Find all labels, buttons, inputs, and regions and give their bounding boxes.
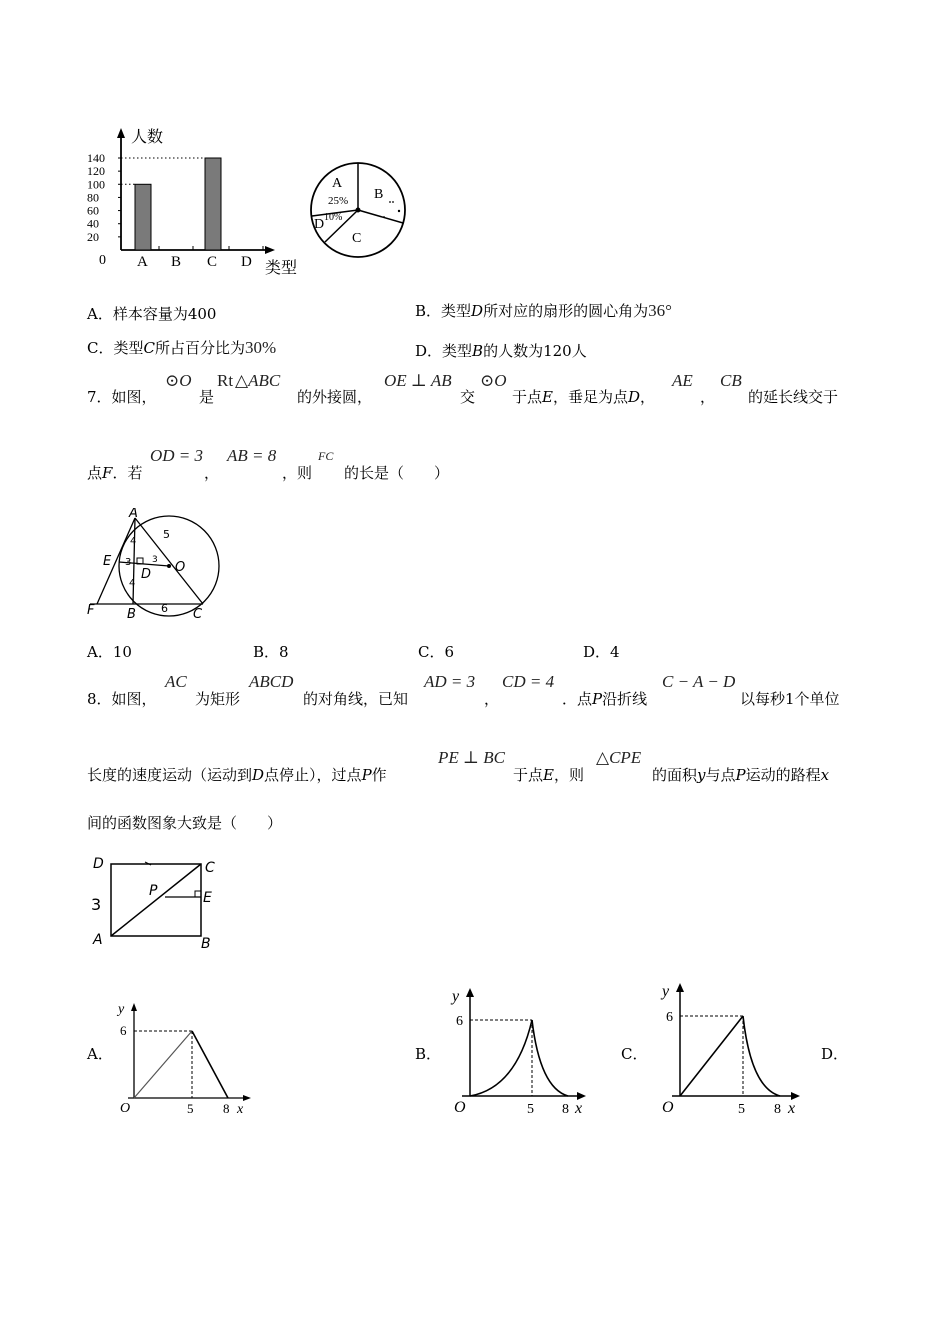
q7-option-d[interactable]: D．4 (583, 643, 620, 661)
svg-text:8: 8 (223, 1101, 230, 1116)
graph-a (110, 1000, 260, 1125)
svg-text:3: 3 (152, 555, 158, 565)
bar-A (135, 184, 151, 250)
label-o: O (175, 560, 186, 575)
pie-label-a: A (332, 176, 343, 191)
bar-C (205, 158, 221, 250)
q7-option-b[interactable]: B．8 (253, 643, 289, 661)
y-axis-arrow (117, 128, 125, 138)
q7-figure (85, 508, 235, 623)
q7-option-a[interactable]: A．10 (87, 643, 132, 661)
x-category-A: A (137, 254, 148, 270)
svg-text:5: 5 (187, 1101, 194, 1116)
y-tick-label: 40 (87, 216, 99, 231)
svg-text:x: x (237, 1102, 244, 1117)
svg-text:8: 8 (774, 1102, 781, 1117)
label-c: C (193, 607, 203, 622)
svg-text:4: 4 (130, 536, 137, 547)
svg-text:P: P (149, 883, 158, 899)
pie-chart (308, 160, 428, 270)
svg-text:y: y (452, 988, 460, 1005)
label-b: B (127, 607, 136, 622)
svg-text:5: 5 (738, 1102, 745, 1117)
svg-text:O: O (120, 1101, 131, 1116)
y-tick-label: 140 (87, 151, 105, 165)
y-tick-label: 80 (87, 190, 99, 205)
svg-text:4: 4 (129, 578, 136, 589)
svg-text:3: 3 (91, 895, 102, 914)
q6-option-b[interactable]: B．类型D所对应的扇形的圆心角为36° (415, 301, 672, 320)
y-tick-label: 20 (87, 229, 99, 244)
label-f: F (87, 603, 95, 618)
x-category-D: D (241, 254, 252, 270)
y-tick-label: 120 (87, 164, 105, 179)
q6-option-a[interactable]: A．样本容量为400 (87, 305, 217, 323)
q6-option-c[interactable]: C．类型C所占百分比为30% (87, 338, 277, 357)
svg-text:y: y (118, 1002, 125, 1017)
svg-text:3: 3 (125, 557, 132, 568)
svg-text:y: y (662, 983, 670, 1000)
math-circle-o: ⊙O (165, 371, 192, 390)
q8-option-d[interactable]: D． (821, 1045, 849, 1063)
svg-text:E: E (203, 890, 212, 906)
y-axis-title: 人数 (131, 129, 164, 146)
svg-text:O: O (662, 1099, 674, 1116)
label-e: E (103, 554, 112, 569)
q8-option-b[interactable]: B． (415, 1045, 442, 1063)
label-a: A (129, 508, 138, 521)
svg-text:B: B (201, 936, 211, 952)
svg-text:C: C (205, 860, 215, 876)
svg-text:8: 8 (562, 1102, 569, 1117)
bar-chart (85, 122, 310, 282)
pie-label-d: D (314, 217, 325, 232)
x-category-C: C (207, 254, 218, 270)
q7-option-c[interactable]: C．6 (418, 643, 455, 661)
svg-text:A: A (93, 932, 103, 948)
svg-text:5: 5 (163, 528, 170, 541)
q6-option-d[interactable]: D．类型B的人数为120人 (415, 342, 587, 360)
x-category-B: B (171, 254, 182, 270)
x-axis-arrow (265, 246, 275, 254)
svg-text:D: D (93, 856, 104, 872)
graph-c (658, 978, 808, 1123)
svg-text:x: x (788, 1100, 796, 1117)
pie-center-dot (356, 208, 361, 213)
q8-option-a[interactable]: A． (87, 1045, 113, 1063)
pie-label-c: C (352, 231, 362, 246)
label-d: D (141, 567, 152, 582)
pie-pct-a: 25% (328, 195, 349, 207)
svg-text:6: 6 (456, 1014, 463, 1029)
svg-text:6: 6 (120, 1023, 127, 1038)
pie-pct-d: 10% (324, 212, 343, 223)
q8-option-c[interactable]: C． (621, 1045, 648, 1063)
svg-text:x: x (575, 1100, 583, 1117)
y-tick-label: 100 (87, 177, 105, 192)
pie-label-b: B (374, 187, 384, 202)
graph-b (448, 984, 598, 1124)
svg-text:6: 6 (666, 1010, 673, 1025)
origin-label: 0 (99, 253, 106, 268)
svg-text:O: O (454, 1099, 466, 1116)
x-axis-title: 类型 (265, 260, 298, 277)
svg-text:6: 6 (161, 602, 168, 615)
svg-text:5: 5 (527, 1102, 534, 1117)
q8-rectangle-figure (85, 852, 225, 962)
y-tick-label: 60 (87, 203, 99, 218)
